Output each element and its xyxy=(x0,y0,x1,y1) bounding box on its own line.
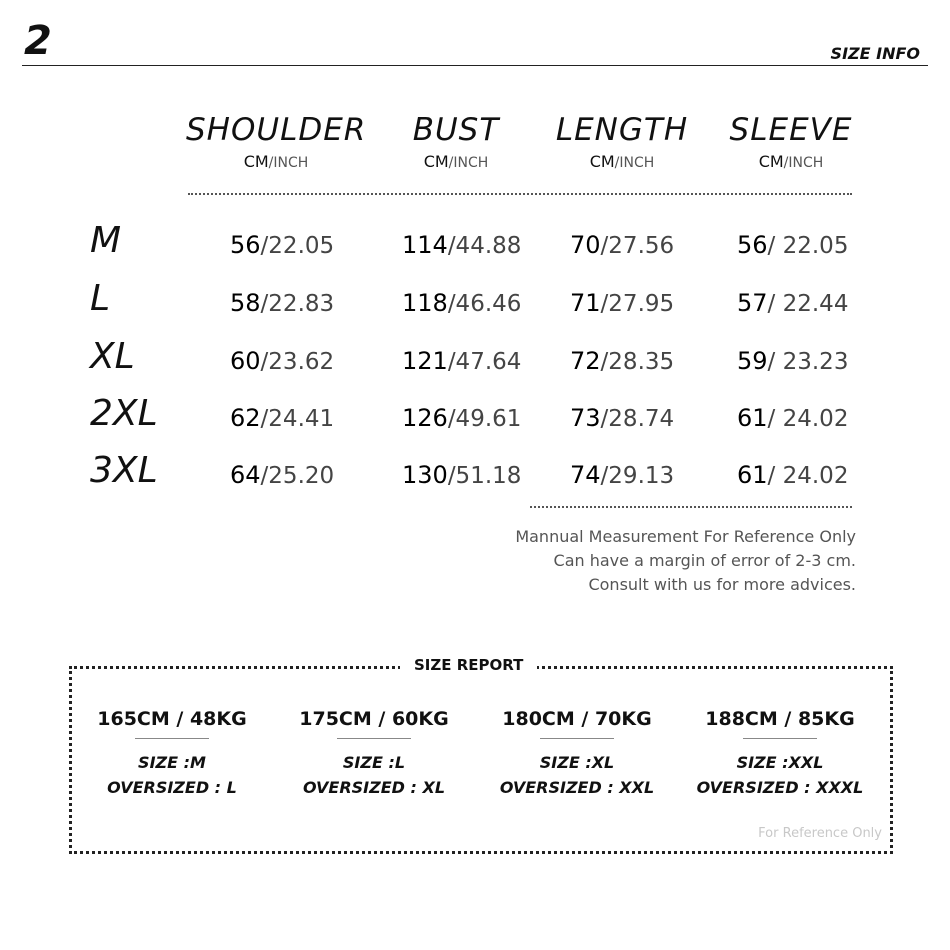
table-cell: 57/ 22.44 xyxy=(737,289,849,317)
oversized-size: OVERSIZED : XL xyxy=(302,778,446,797)
unit-inch: INCH xyxy=(453,155,489,171)
size-report-entry xyxy=(477,708,677,797)
height-weight: 188CM / 85KG xyxy=(705,708,855,730)
size-report-entry xyxy=(274,708,474,797)
entry-divider xyxy=(540,738,614,739)
recommended-size: SIZE :M xyxy=(138,753,206,772)
column-name: LENGTH xyxy=(555,112,689,148)
table-cell: 74/29.13 xyxy=(570,461,675,489)
reference-footnote: For Reference Only xyxy=(758,826,882,841)
size-label-2xl: 2XL xyxy=(90,393,158,434)
measurement-note: Consult with us for more advices. xyxy=(588,575,856,594)
page-title: SIZE INFO xyxy=(830,44,920,63)
recommended-size: SIZE :XL xyxy=(539,753,615,772)
page-number: 2 xyxy=(24,18,50,64)
entry-divider xyxy=(135,738,209,739)
size-label-l: L xyxy=(90,278,111,319)
table-cell: 72/28.35 xyxy=(570,347,675,375)
table-cell: 58/22.83 xyxy=(230,289,335,317)
column-unit: CM/INCH xyxy=(589,152,655,171)
column-name: SHOULDER xyxy=(186,112,367,148)
dotted-divider xyxy=(530,506,852,508)
measurement-note: Can have a margin of error of 2-3 cm. xyxy=(553,551,856,570)
column-header-sleeve xyxy=(701,112,881,171)
table-cell: 121/47.64 xyxy=(402,347,522,375)
entry-divider xyxy=(743,738,817,739)
column-name: BUST xyxy=(412,112,500,148)
unit-inch: INCH xyxy=(273,155,309,171)
column-name: SLEEVE xyxy=(729,112,853,148)
height-weight: 165CM / 48KG xyxy=(97,708,247,730)
unit-cm: CM xyxy=(758,152,784,171)
column-header-length xyxy=(532,112,712,171)
size-report-entry xyxy=(72,708,272,797)
recommended-size: SIZE :L xyxy=(342,753,406,772)
oversized-size: OVERSIZED : L xyxy=(107,778,237,797)
oversized-size: OVERSIZED : XXXL xyxy=(696,778,864,797)
table-cell: 56/22.05 xyxy=(230,231,335,259)
table-cell: 114/44.88 xyxy=(402,231,522,259)
entry-divider xyxy=(337,738,411,739)
size-label-xl: XL xyxy=(90,336,135,377)
column-unit: CM/INCH xyxy=(423,152,489,171)
unit-inch: INCH xyxy=(788,155,824,171)
header-divider xyxy=(22,65,928,66)
size-report-title: SIZE REPORT xyxy=(400,656,537,674)
unit-cm: CM xyxy=(589,152,615,171)
unit-cm: CM xyxy=(243,152,269,171)
oversized-size: OVERSIZED : XXL xyxy=(499,778,655,797)
size-label-3xl: 3XL xyxy=(90,450,158,491)
table-cell: 73/28.74 xyxy=(570,404,675,432)
table-cell: 70/27.56 xyxy=(570,231,675,259)
measurement-note: Mannual Measurement For Reference Only xyxy=(515,527,856,546)
height-weight: 175CM / 60KG xyxy=(299,708,449,730)
column-unit: CM/INCH xyxy=(243,152,309,171)
table-cell: 59/ 23.23 xyxy=(737,347,849,375)
recommended-size: SIZE :XXL xyxy=(736,753,824,772)
column-unit: CM/INCH xyxy=(758,152,824,171)
column-header-bust xyxy=(366,112,546,171)
column-header-shoulder xyxy=(186,112,366,171)
size-label-m: M xyxy=(90,220,122,261)
dotted-divider xyxy=(188,193,852,195)
table-cell: 61/ 24.02 xyxy=(737,461,849,489)
table-cell: 56/ 22.05 xyxy=(737,231,849,259)
height-weight: 180CM / 70KG xyxy=(502,708,652,730)
table-cell: 60/23.62 xyxy=(230,347,335,375)
table-cell: 61/ 24.02 xyxy=(737,404,849,432)
table-cell: 62/24.41 xyxy=(230,404,335,432)
table-cell: 126/49.61 xyxy=(402,404,522,432)
table-cell: 71/27.95 xyxy=(570,289,675,317)
table-cell: 118/46.46 xyxy=(402,289,522,317)
unit-inch: INCH xyxy=(619,155,655,171)
table-cell: 130/51.18 xyxy=(402,461,522,489)
table-cell: 64/25.20 xyxy=(230,461,335,489)
unit-cm: CM xyxy=(423,152,449,171)
size-report-entry xyxy=(680,708,880,797)
